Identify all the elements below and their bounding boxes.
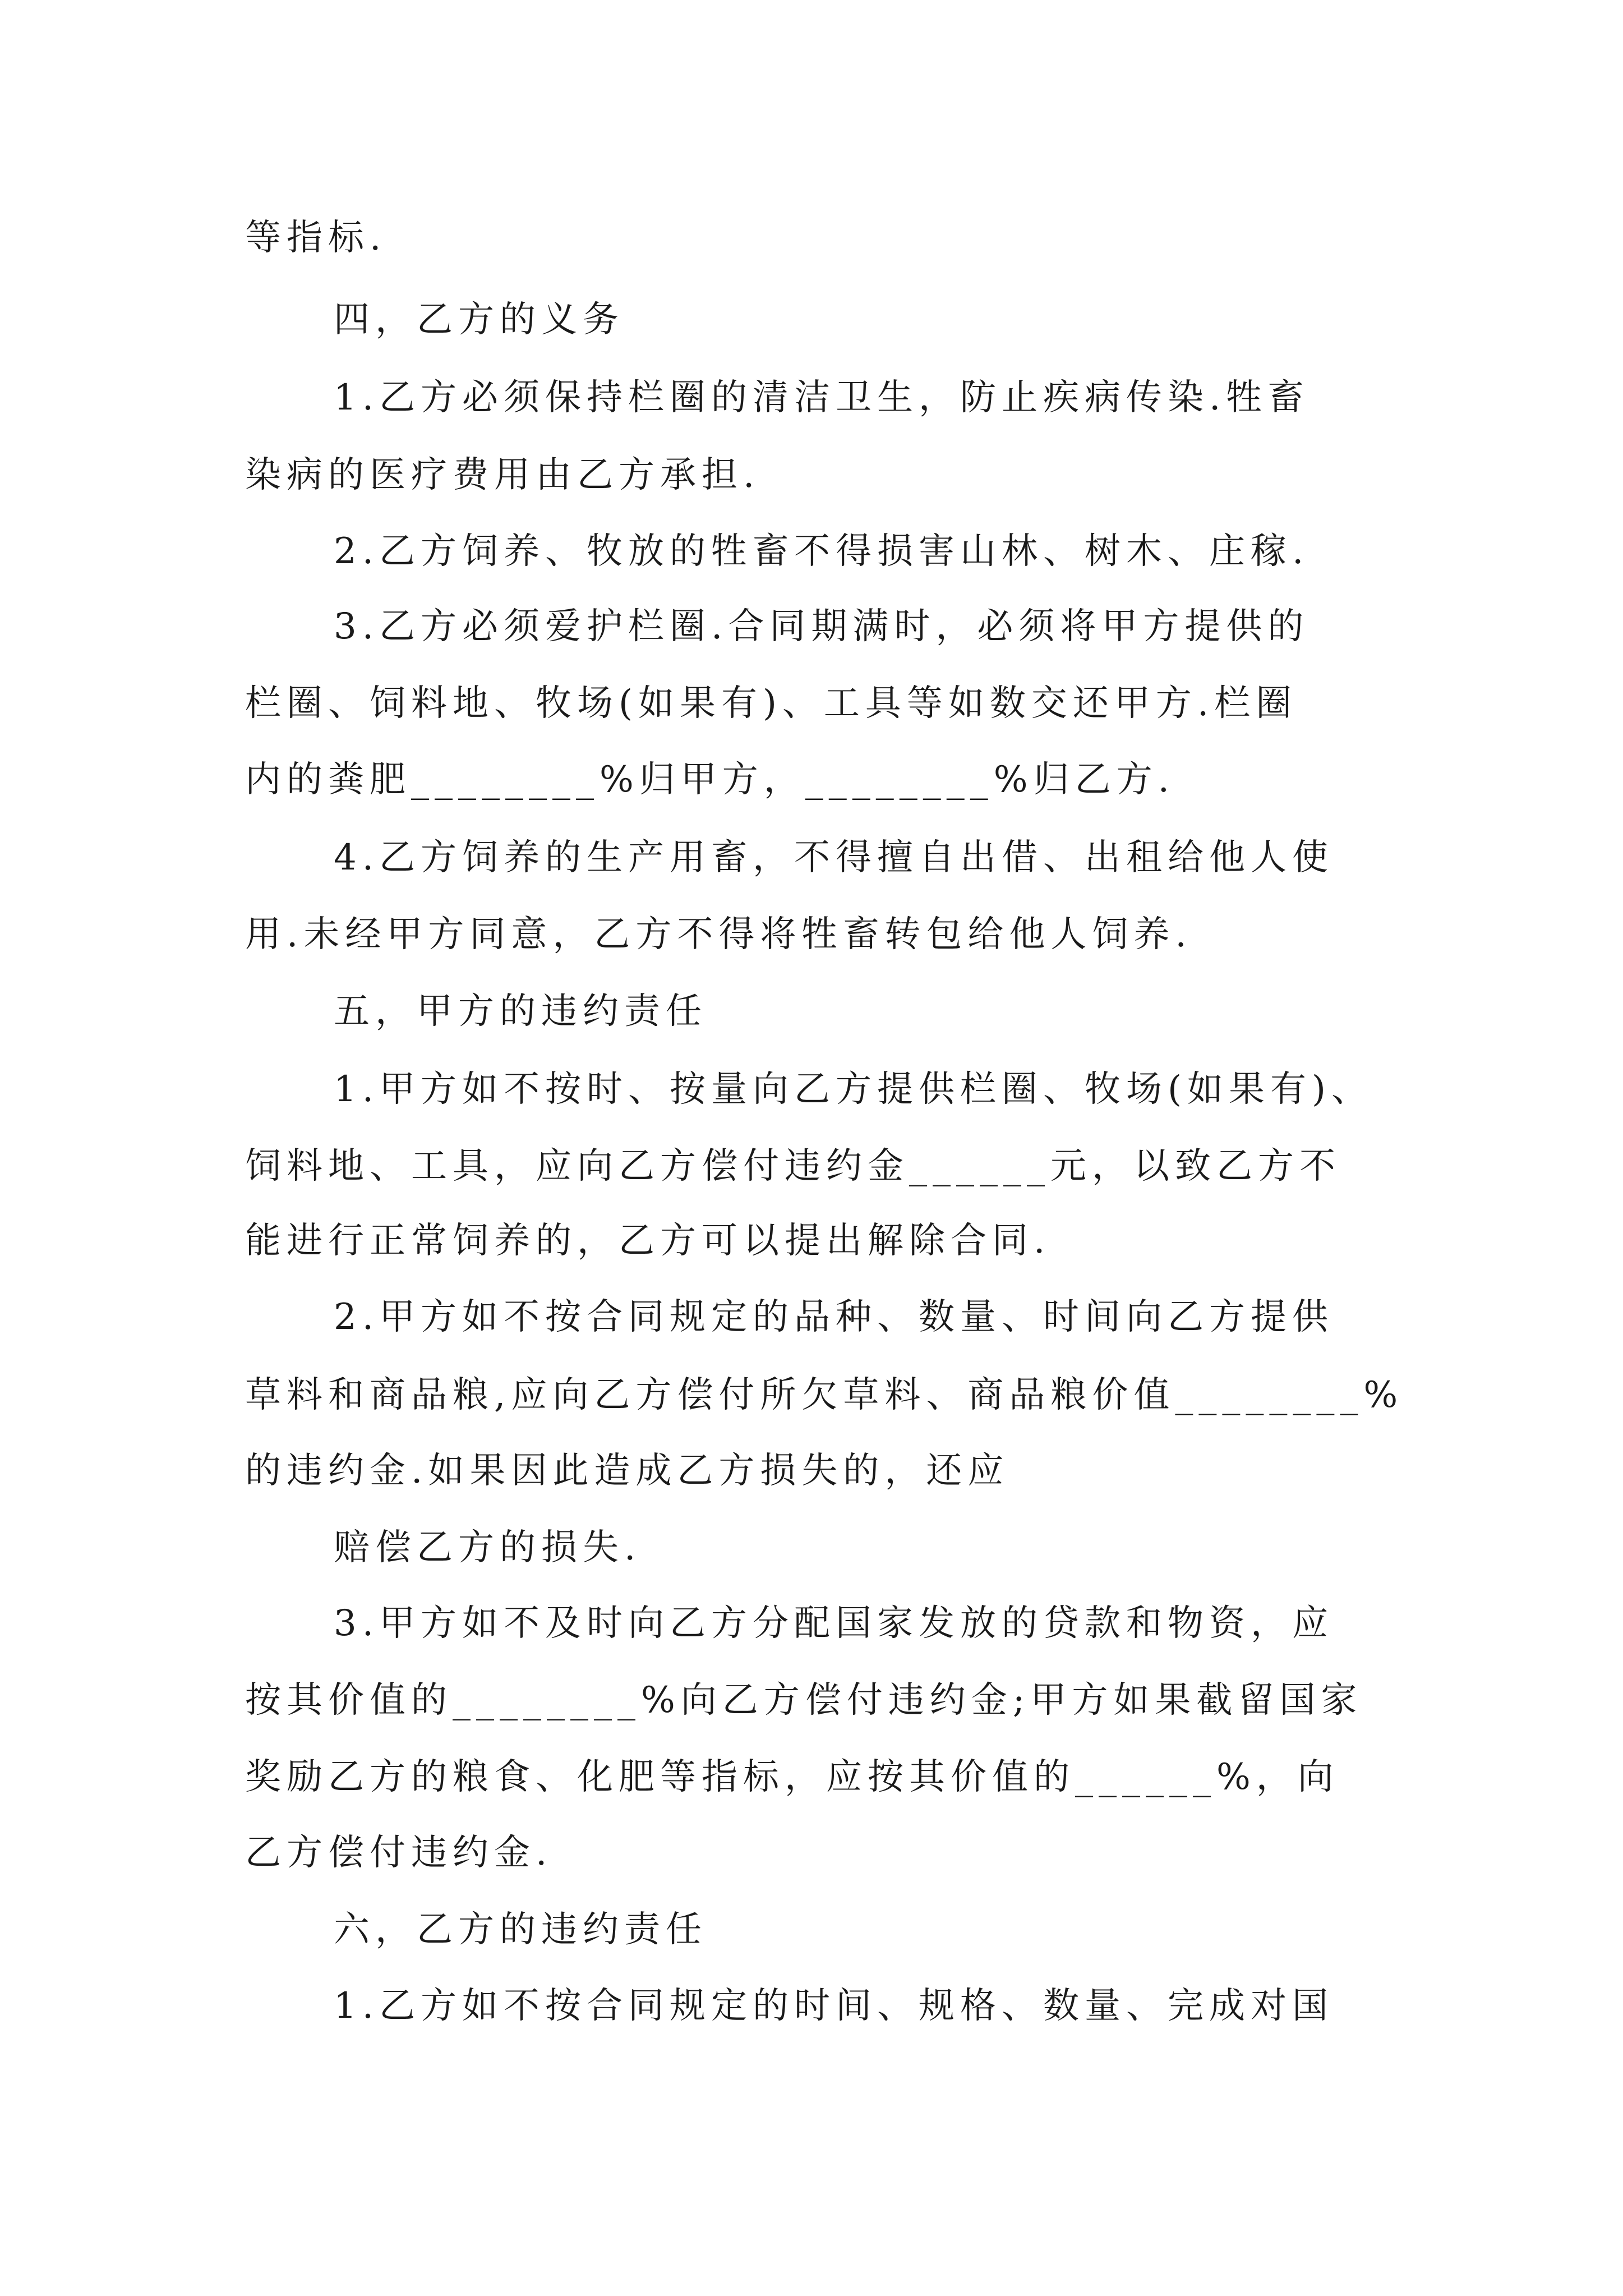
text-line: 的违约金.如果因此造成乙方损失的，还应 (245, 1450, 1009, 1492)
text-line: 内的粪肥________%归甲方，________%归乙方. (245, 759, 1175, 800)
text-line: 等指标. (245, 217, 387, 259)
text-line: 用.未经甲方同意，乙方不得将牲畜转包给他人饲养. (245, 914, 1192, 955)
text-line: 饲料地、工具，应向乙方偿付违约金______元，以致乙方不 (245, 1145, 1341, 1187)
text-line: 能进行正常饲养的，乙方可以提出解除合同. (245, 1220, 1051, 1262)
text-line: 奖励乙方的粮食、化肥等指标，应按其价值的______%，向 (245, 1756, 1339, 1798)
text-line: 3.甲方如不及时向乙方分配国家发放的贷款和物资，应 (334, 1603, 1334, 1644)
text-line: 3.乙方必须爱护栏圈.合同期满时，必须将甲方提供的 (334, 606, 1310, 647)
text-line: 赔偿乙方的损失. (334, 1527, 642, 1568)
text-line: 2.乙方饲养、牧放的牲畜不得损害山林、树木、庄稼. (334, 531, 1310, 572)
section-heading: 四，乙方的义务 (334, 299, 624, 341)
text-line: 按其价值的________%向乙方偿付违约金;甲方如果截留国家 (245, 1680, 1363, 1721)
text-line: 2.甲方如不按合同规定的品种、数量、时间向乙方提供 (334, 1296, 1334, 1338)
text-line: 1.乙方如不按合同规定的时间、规格、数量、完成对国 (334, 1985, 1334, 2027)
section-heading: 六，乙方的违约责任 (334, 1909, 707, 1950)
text-line: 1.甲方如不按时、按量向乙方提供栏圈、牧场(如果有)、 (334, 1069, 1373, 1110)
text-line: 草料和商品粮,应向乙方偿付所欠草料、商品粮价值________% (245, 1374, 1404, 1416)
text-line: 乙方偿付违约金. (245, 1832, 553, 1874)
text-line: 1.乙方必须保持栏圈的清洁卫生，防止疾病传染.牲畜 (334, 377, 1310, 418)
text-line: 染病的医疗费用由乙方承担. (245, 454, 760, 496)
section-heading: 五，甲方的违约责任 (334, 991, 707, 1032)
text-line: 栏圈、饲料地、牧场(如果有)、工具等如数交还甲方.栏圈 (245, 683, 1298, 724)
text-line: 4.乙方饲养的生产用畜，不得擅自出借、出租给他人使 (334, 837, 1334, 878)
